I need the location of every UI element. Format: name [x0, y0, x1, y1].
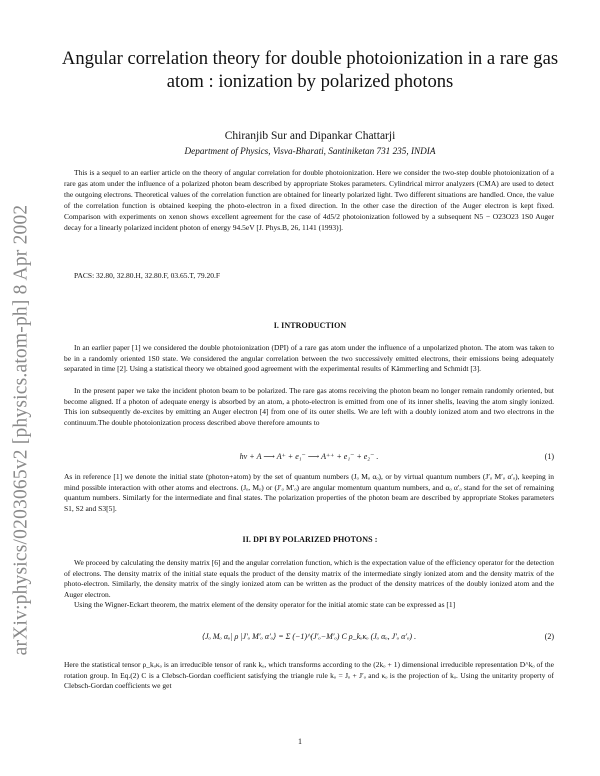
page-number: 1 — [298, 737, 302, 746]
dpi-paragraph-1: We proceed by calculating the density matrix [6] and the angular correlation function, which is the expectation value of the efficiency operator for the detection of electrons. The density matrix of the initial state equals the product of the density matrix of the intermediate singly ionized atom and the density matrix of the photo-electron. Similarly, the density matrix of the singly ionized atom can be written as the product of the density matrices of the doubly ionized atom and the Auger electron. — [64, 558, 554, 599]
intro-paragraph-1: In an earlier paper [1] we considered the double photoionization (DPI) of a rare gas atom under the influence of a unpolarized photon. The atom was taken to be in a randomly oriented 1S0 state. We considered the angular correlation between the two successively emitted electrons, their emissions being adequately separated in time [2]. Using a statistical theory we obtained good agreement with the experimental results of Kämmerling and Schmidt [3]. — [64, 343, 554, 374]
equation-1-body: hν + A ⟶ A⁺ + e₁⁻ ⟶ A⁺⁺ + e₁⁻ + e₂⁻ . — [239, 452, 379, 461]
dpi-paragraph-3: Here the statistical tensor ρ_kₒκₒ is an irreducible tensor of rank kₒ, which transforms according to the (2kₒ + 1) dimensional irreducible representation D^kₒ of the rotation group. In Eq.(2) C is a Clebsch-Gordan coefficient satisfying the triangle rule kₒ = Jₒ + J′ₒ and κₒ is the projection of kₒ. Using the unitarity property of Clebsch-Gordan coefficients we get — [64, 660, 554, 691]
pacs-codes: PACS: 32.80, 32.80.H, 32.80.F, 03.65.T, 79.20.F — [74, 271, 221, 280]
intro-paragraph-3: As in reference [1] we denote the initial state (photon+atom) by the set of quantum numbers (Jₒ Mₒ αₒ), or by virtual quantum numbers (J′ₒ M′ₒ α′ₒ), keeping in mind possible interaction with other atoms and electrons. (Jₒ, Mₒ) or (J′ₒ M′ₒ) are angular momentum quantum numbers, and αₒ α′ₒ stand for the set of remaining quantum numbers. Similarly for the intermediate and final states. The polarization properties of the photon beam are described by appropriate Stokes parameters S1, S2 and S3[5]. — [64, 472, 554, 513]
paper-title: Angular correlation theory for double photoionization in a rare gas atom : ionization by polarized photons — [61, 48, 559, 92]
equation-2-body: ⟨Jₒ Mₒ αₒ| ρ |J′ₒ M′ₒ α′ₒ⟩ = Σ (−1)^(J′ₒ−M′ₒ) C ρ_kₒκₒ (Jₒ αₒ, J′ₒ α′ₒ) . — [201, 632, 417, 641]
authors: Chiranjib Sur and Dipankar Chattarji — [224, 130, 396, 142]
dpi-paragraph-2: Using the Wigner-Eckart theorem, the matrix element of the density operator for the initial atomic state can be expressed as [1] — [74, 600, 456, 609]
arxiv-stamp-text: arXiv:physics/0203065v2 [physics.atom-ph] 8 Apr 2002 — [10, 204, 32, 656]
equation-2-number: (2) — [544, 632, 554, 641]
equation-1 — [64, 452, 554, 461]
equation-1-number: (1) — [544, 452, 554, 461]
arxiv-stamp — [2, 150, 40, 710]
affiliation: Department of Physics, Visva-Bharati, Santiniketan 731 235, INDIA — [184, 146, 436, 156]
intro-paragraph-2: In the present paper we take the incident photon beam to be polarized. The rare gas atoms receiving the photon beam no longer remain randomly oriented, but become aligned. If a photon of adequate energy is absorbed by an atom, a photo-electron is emitted from one of its inner shells, leaving the atom singly ionized. This ion subsequently de-excites by emitting an Auger electron [4] from one of its outer shells. We are left with a doubly ionized atom and two electrons in the continuum.The double photoionization process described above therefore amounts to — [64, 386, 554, 427]
equation-2 — [64, 632, 554, 641]
dpi-heading: II. DPI BY POLARIZED PHOTONS : — [242, 535, 378, 544]
intro-heading: I. INTRODUCTION — [273, 321, 347, 330]
abstract: This is a sequel to an earlier article on the theory of angular correlation for double photoionization. Here we consider the two-step double photoionization of a rare gas atom under the influence of a polarized photon beam described by appropriate Stokes parameters. Cylindrical mirror analyzers (CMA) are used to detect the outgoing electrons. Theoretical values of the correlation function are obtained for linearly polarized light. Two different situations are handled. Once, the value of the correlation function is obtained keeping the photo-electron in a fixed direction. In the other case the direction of the Auger electron is kept fixed. Comparison with experiments on xenon shows excellent agreement for the case of 4d5/2 photoionization followed by a subsequent N5 − O23O23 1S0 Auger decay for a linearly polarized incident photon of energy 94.5eV [J. Phys.B, 26, 1141 (1993)]. — [64, 168, 554, 233]
